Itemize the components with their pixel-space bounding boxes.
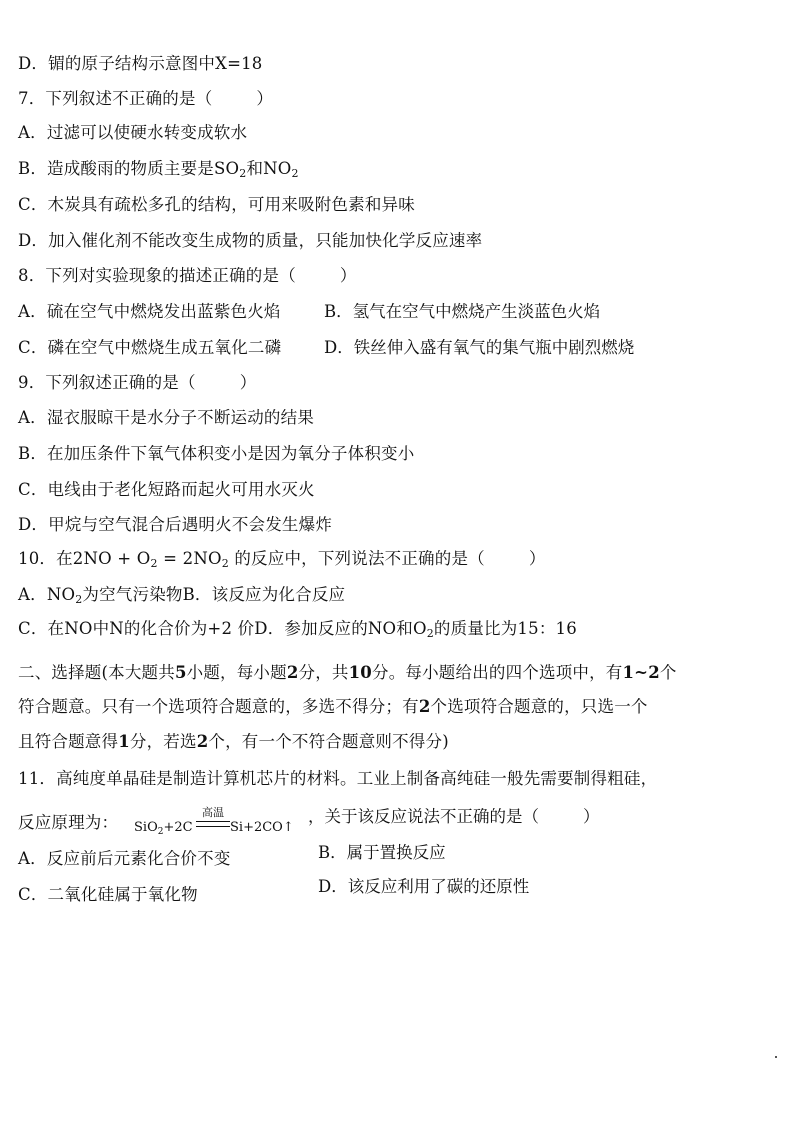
q11-reaction-label: 反应原理为： <box>18 813 119 832</box>
q10-stem-close: ） <box>528 549 546 568</box>
equation-reactants <box>134 820 193 837</box>
section-text: 个，有一个不符合题意则不得分) <box>208 732 449 751</box>
section-2-instructions-line2 <box>18 696 648 718</box>
subscript: 2 <box>150 557 158 570</box>
section-number: 1~2 <box>622 663 660 682</box>
q8-option-c: C．磷在空气中燃烧生成五氧化二磷 <box>18 338 282 357</box>
q9-stem-close: ） <box>239 373 257 392</box>
section-text: 个 <box>659 663 677 682</box>
reactant-text: SiO <box>134 820 158 835</box>
section-text: 分，若选 <box>129 732 197 751</box>
section-number: 1 <box>118 732 130 751</box>
q9-stem <box>18 372 256 394</box>
q9-option-b: B．在加压条件下氧气体积变小是因为氧分子体积变小 <box>18 444 415 463</box>
q10-options-cd <box>18 618 577 645</box>
q9-option-c: C．电线由于老化短路而起火可用水灭火 <box>18 480 315 499</box>
reactant-text: +2C <box>163 820 193 835</box>
q11-stem-tail <box>308 806 600 828</box>
q11-option-b: B．属于置换反应 <box>318 843 446 862</box>
q7-stem <box>18 88 273 110</box>
subscript: 2 <box>221 557 229 570</box>
section-text: 分，共 <box>298 663 349 682</box>
section-number: 2 <box>196 732 209 751</box>
section-text: 个选项符合题意的，只选一个 <box>430 697 648 716</box>
section-text: 小题，每小题 <box>186 663 287 682</box>
q6-option-d: D．镅的原子结构示意图中X=18 <box>18 54 263 73</box>
q11-stem: 11．高纯度单晶硅是制造计算机芯片的材料。工业上制备高纯硅一般先需要制得粗硅， <box>18 769 658 788</box>
q7-option-b <box>18 158 299 185</box>
q8-options-ab <box>18 301 281 323</box>
q11-option-d: D．该反应利用了碳的还原性 <box>318 877 530 896</box>
q11-option-c: C．二氧化硅属于氧化物 <box>18 885 198 904</box>
q7-stem-close: ） <box>256 89 274 108</box>
section-text: 分。每小题给出的四个选项中，有 <box>372 663 623 682</box>
q8-option-a: A．硫在空气中燃烧发出蓝紫色火焰 <box>18 302 281 321</box>
scan-speck <box>775 1056 777 1058</box>
q8-option-d: D．铁丝伸入盛有氧气的集气瓶中剧烈燃烧 <box>324 338 635 357</box>
section-text: 二、选择题(本大题共 <box>18 663 175 682</box>
section-2-instructions-line1 <box>18 662 677 684</box>
q7-stem-text: 7．下列叙述不正确的是（ <box>18 89 213 108</box>
q10cd-text: 的质量比为15：16 <box>433 619 577 638</box>
equals-bars <box>196 821 230 827</box>
q9-option-d: D．甲烷与空气混合后遇明火不会发生爆炸 <box>18 515 333 534</box>
q9-option-a: A．湿衣服晾干是水分子不断运动的结果 <box>18 408 315 427</box>
q8-option-b: B．氢气在空气中燃烧产生淡蓝色火焰 <box>324 302 601 321</box>
reaction-condition: 高温 <box>202 806 224 819</box>
subscript: 2 <box>426 627 434 640</box>
q9-stem-text: 9．下列叙述正确的是（ <box>18 373 196 392</box>
q10-text: = 2NO <box>157 549 222 568</box>
q7-option-a: A．过滤可以使硬水转变成软水 <box>18 123 248 142</box>
q8-stem-text: 8．下列对实验现象的描述正确的是（ <box>18 266 296 285</box>
section-text: 符合题意。只有一个选项符合题意的，多选不得分；有 <box>18 697 419 716</box>
q7-option-c: C．木炭具有疏松多孔的结构，可用来吸附色素和异味 <box>18 195 415 214</box>
q8-stem-close: ） <box>339 266 357 285</box>
q7b-text: 和NO <box>246 159 292 178</box>
section-text: 且符合题意得 <box>18 732 119 751</box>
subscript: 2 <box>291 167 299 180</box>
section-number: 2 <box>418 697 431 716</box>
subscript: 2 <box>157 827 164 837</box>
subscript: 2 <box>239 167 247 180</box>
q10-stem <box>18 548 546 575</box>
q10-text: 的反应中，下列说法不正确的是（ <box>228 549 485 568</box>
q7-option-d: D．加入催化剂不能改变生成物的质量，只能加快化学反应速率 <box>18 231 483 250</box>
chemical-equation <box>134 806 314 840</box>
q8-stem <box>18 265 357 287</box>
section-number: 10 <box>348 663 372 682</box>
section-2-instructions-line3 <box>18 731 449 753</box>
q7b-text: B．造成酸雨的物质主要是SO <box>18 159 240 178</box>
section-number: 5 <box>174 663 187 682</box>
equation-products: Si+2CO↑ <box>230 820 294 835</box>
equation-arrow <box>196 806 230 827</box>
q10cd-text: C．在NO中N的化合价为+2 价D．参加反应的NO和O <box>18 619 427 638</box>
q10ab-text: A．NO <box>18 585 76 604</box>
q10ab-text: 为空气污染物B．该反应为化合反应 <box>82 585 346 604</box>
section-number: 2 <box>286 663 299 682</box>
q11-stem-close: ） <box>583 807 600 826</box>
subscript: 2 <box>75 593 83 606</box>
q10-options-ab <box>18 584 345 611</box>
q11-option-a: A．反应前后元素化合价不变 <box>18 849 231 868</box>
q11-tail-text: ，关于该反应说法不正确的是（ <box>308 807 539 826</box>
q10-text: 10．在2NO + O <box>18 549 151 568</box>
